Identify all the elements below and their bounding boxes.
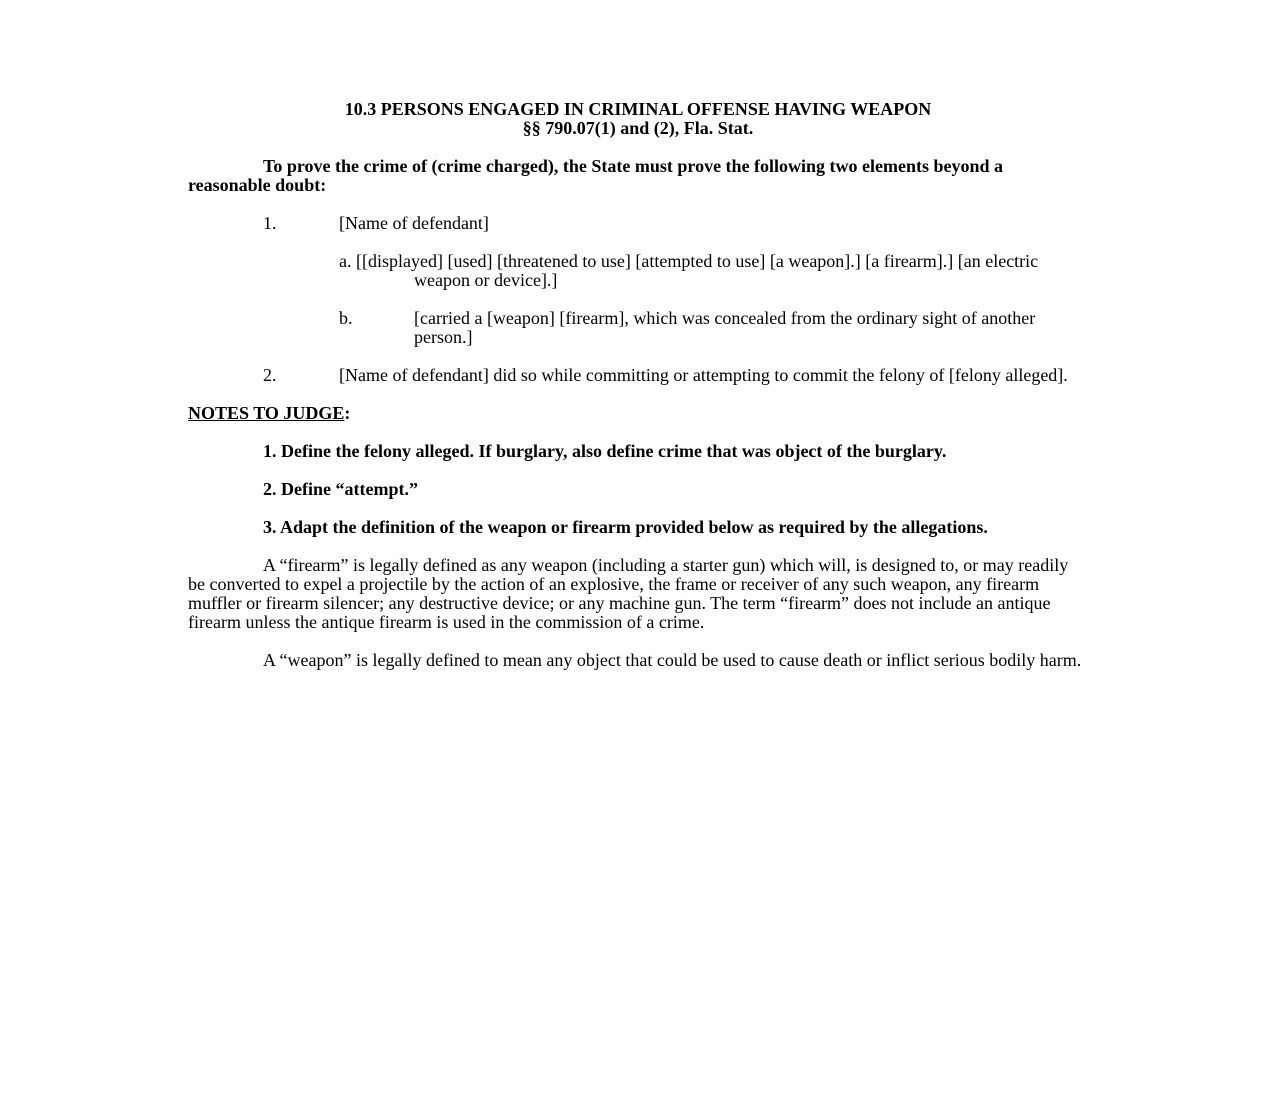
element-number: 1. (263, 213, 277, 233)
sub-b-text: [carried a [weapon] [firearm], which was concealed from the ordinary sight of another person.] (414, 308, 1036, 347)
element-1-sub-b (339, 309, 1088, 347)
intro-paragraph: To prove the crime of (crime charged), the State must prove the following two elements beyond a reasonable doubt: (188, 156, 1004, 195)
sub-a-paragraph (339, 252, 1088, 290)
element-number: 2. (263, 365, 277, 385)
note-item-3: 3. Adapt the definition of the weapon or firearm provided below as required by the allegations. (263, 517, 988, 537)
element-1 (188, 214, 1088, 233)
element-text: [Name of defendant] did so while committing or attempting to commit the felony of [felony alleged]. (339, 365, 1068, 385)
notes-heading-label: NOTES TO JUDGE (188, 403, 345, 423)
notes-heading (188, 404, 1088, 423)
statute-citation: §§ 790.07(1) and (2), Fla. Stat. (522, 118, 754, 138)
document-page (188, 100, 1088, 670)
sub-b-label: b. (339, 308, 353, 328)
note-item-2: 2. Define “attempt.” (263, 479, 418, 499)
note-item-1: 1. Define the felony alleged. If burglary, also define crime that was object of the burglary. (263, 441, 947, 461)
weapon-definition: A “weapon” is legally defined to mean any object that could be used to cause death or inflict serious bodily harm. (263, 650, 1082, 670)
element-1-sub-a (339, 252, 1088, 290)
sub-a-label: a. (339, 251, 352, 271)
notes-heading-colon: : (344, 403, 351, 423)
element-2 (188, 366, 1088, 385)
sub-a-text: [[displayed] [used] [threatened to use] [attempted to use] [a weapon].] [a firearm].] [an electric weapon or device].] (356, 251, 1039, 290)
element-text: [Name of defendant] (339, 213, 489, 233)
document-title: 10.3 PERSONS ENGAGED IN CRIMINAL OFFENSE HAVING WEAPON (344, 99, 932, 119)
firearm-definition: A “firearm” is legally defined as any weapon (including a starter gun) which will, is designed to, or may readily be converted to expel a projectile by the action of an explosive, the frame or receiver of any such weapon, any firearm muffler or firearm silencer; any destructive device; or any machine gun. The term “firearm” does not include an antique firearm unless the antique firearm is used in the commission of a crime. (188, 555, 1069, 632)
